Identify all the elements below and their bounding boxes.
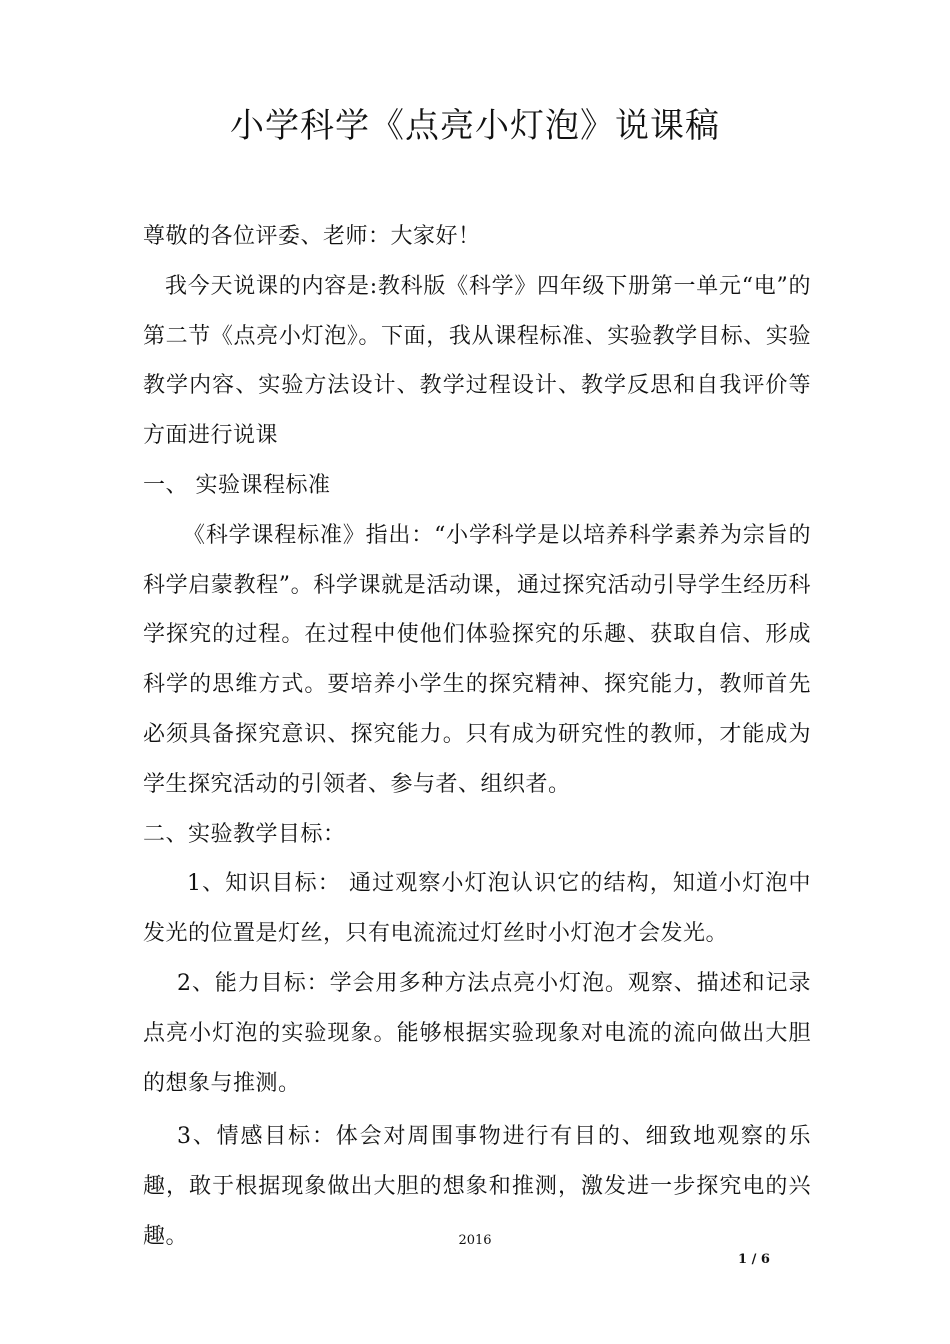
footer-year: 2016: [458, 1233, 492, 1248]
knowledge-goal-paragraph: 1、知识目标： 通过观察小灯泡认识它的结构，知道小灯泡中发光的位置是灯丝，只有电流流过灯丝时小灯泡才会发光。: [143, 871, 811, 947]
page-number: 1 / 6: [738, 1252, 770, 1267]
document-title: 小学科学《点亮小灯泡》说课稿: [230, 106, 720, 146]
intro-paragraph: 我今天说课的内容是:教科版《科学》四年级下册第一单元“电”的第二节《点亮小灯泡》。下面，我从课程标准、实验教学目标、实验教学内容、实验方法设计、教学过程设计、教学反思和自我评价等方面进行说课: [143, 273, 811, 449]
emotion-goal-paragraph: 3、情感目标：体会对周围事物进行有目的、细致地观察的乐趣，敢于根据现象做出大胆的想象和推测，激发进一步探究电的兴趣。: [143, 1124, 811, 1249]
curriculum-standard-paragraph: 《科学课程标准》指出：“小学科学是以培养科学素养为宗旨的科学启蒙教程”。科学课就是活动课，通过探究活动引导学生经历科学探究的过程。在过程中使他们体验探究的乐趣、获取自信、形成科学的思维方式。要培养小学生的探究精神、探究能力，教师首先必须具备探究意识、探究能力。只有成为研究性的教师，才能成为学生探究活动的引领者、参与者、组织者。: [143, 522, 811, 797]
document-body: [143, 212, 811, 1262]
ability-goal-paragraph: 2、能力目标：学会用多种方法点亮小灯泡。观察、描述和记录点亮小灯泡的实验现象。能够根据实验现象对电流的流向做出大胆的想象与推测。: [143, 970, 811, 1096]
greeting-paragraph: 尊敬的各位评委、老师：大家好！: [143, 224, 481, 249]
section-heading-1: 一、 实验课程标准: [143, 472, 331, 498]
section-heading-2: 二、实验教学目标：: [143, 821, 346, 847]
